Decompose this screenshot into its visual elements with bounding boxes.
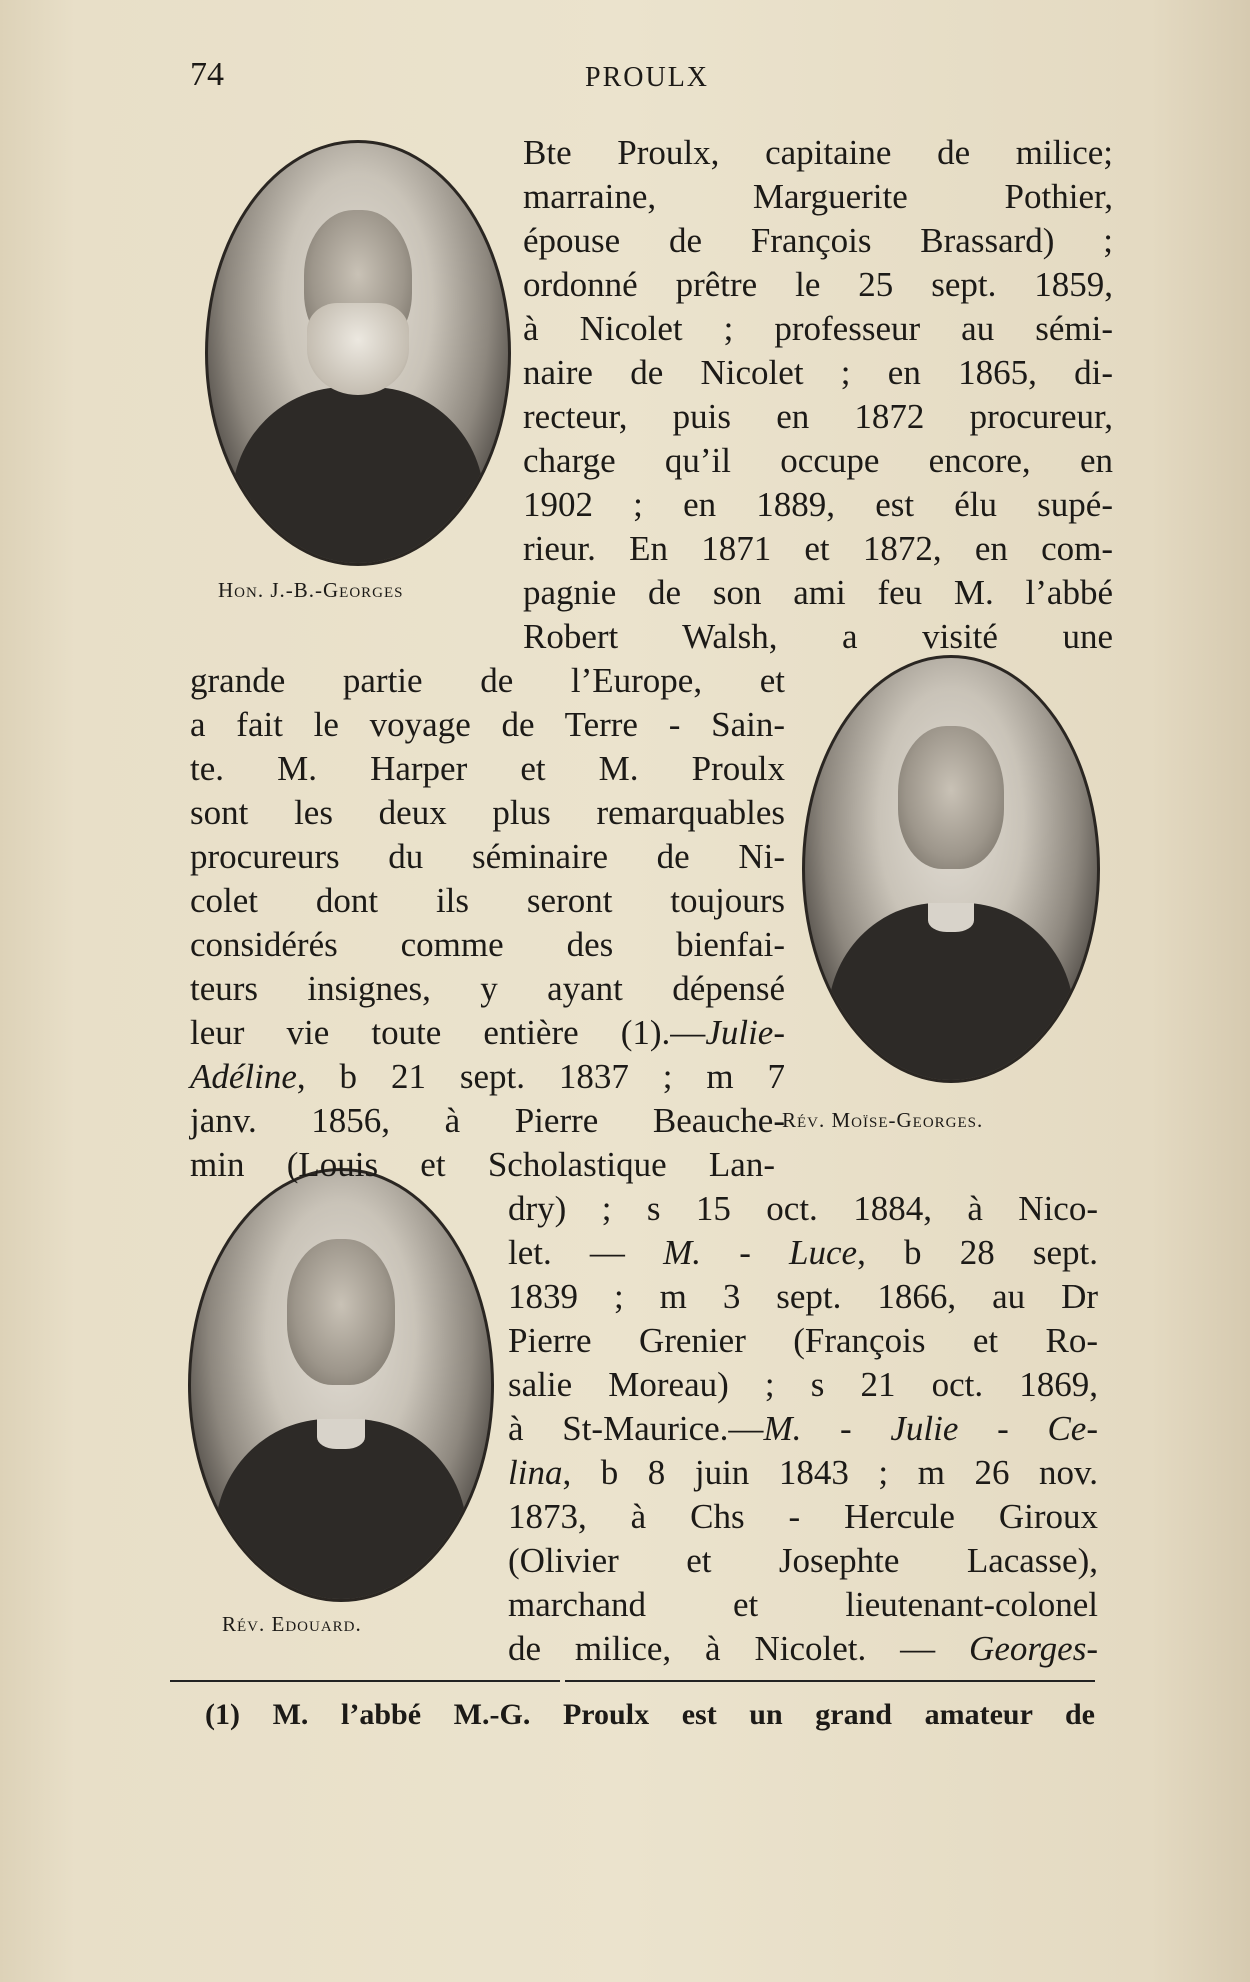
portrait-edouard (188, 1168, 494, 1602)
text-line: Robert Walsh, a visité une (523, 617, 1113, 656)
text-line: ordonné prêtre le 25 sept. 1859, (523, 265, 1113, 304)
footnote: (1) M. l’abbé M.-G. Proulx est un grand amateur de (205, 1698, 1095, 1731)
text-line: a fait le voyage de Terre - Sain- (190, 705, 785, 744)
text-line: sont les deux plus remarquables (190, 793, 785, 832)
text-line: Adéline, b 21 sept. 1837 ; m 7 (190, 1057, 785, 1096)
text-line: grande partie de l’Europe, et (190, 661, 785, 700)
text-line: marraine, Marguerite Pothier, (523, 177, 1113, 216)
text-line: rieur. En 1871 et 1872, en com- (523, 529, 1113, 568)
portrait-jb-georges (205, 140, 511, 566)
text-line: min (Louis et Scholastique Lan- (190, 1145, 775, 1184)
text-line: considérés comme des bienfai- (190, 925, 785, 964)
text-line: procureurs du séminaire de Ni- (190, 837, 785, 876)
text-line: janv. 1856, à Pierre Beauche- (190, 1101, 785, 1140)
caption-edouard: Rév. Edouard. (222, 1612, 362, 1636)
text-line: charge qu’il occupe encore, en (523, 441, 1113, 480)
caption-moise-georges: Rév. Moïse-Georges. (782, 1108, 984, 1132)
footnote-rule-left (170, 1680, 560, 1682)
text-line: 1839 ; m 3 sept. 1866, au Dr (508, 1277, 1098, 1316)
portrait-moise-georges (802, 655, 1100, 1083)
text-line: leur vie toute entière (1).—Julie- (190, 1013, 785, 1052)
text-line: (Olivier et Josephte Lacasse), (508, 1541, 1098, 1580)
text-line: te. M. Harper et M. Proulx (190, 749, 785, 788)
text-line: 1902 ; en 1889, est élu supé- (523, 485, 1113, 524)
text-line: naire de Nicolet ; en 1865, di- (523, 353, 1113, 392)
text-line: recteur, puis en 1872 procureur, (523, 397, 1113, 436)
text-line: à Nicolet ; professeur au sémi- (523, 309, 1113, 348)
text-line: colet dont ils seront toujours (190, 881, 785, 920)
text-line: marchand et lieutenant-colonel (508, 1585, 1098, 1624)
text-line: dry) ; s 15 oct. 1884, à Nico- (508, 1189, 1098, 1228)
text-line: pagnie de son ami feu M. l’abbé (523, 573, 1113, 612)
text-line: Pierre Grenier (François et Ro- (508, 1321, 1098, 1360)
footnote-rule-right (565, 1680, 1095, 1682)
text-line: lina, b 8 juin 1843 ; m 26 nov. (508, 1453, 1098, 1492)
text-line: 1873, à Chs - Hercule Giroux (508, 1497, 1098, 1536)
caption-jb-georges: Hon. J.-B.-Georges (218, 578, 404, 602)
text-line: salie Moreau) ; s 21 oct. 1869, (508, 1365, 1098, 1404)
text-line: à St-Maurice.—M. - Julie - Ce- (508, 1409, 1098, 1448)
text-line: épouse de François Brassard) ; (523, 221, 1113, 260)
text-line: teurs insignes, y ayant dépensé (190, 969, 785, 1008)
running-title: PROULX (585, 62, 710, 93)
text-line: let. — M. - Luce, b 28 sept. (508, 1233, 1098, 1272)
page-number: 74 (190, 56, 224, 93)
text-line: Bte Proulx, capitaine de milice; (523, 133, 1113, 172)
text-line: de milice, à Nicolet. — Georges- (508, 1629, 1098, 1668)
